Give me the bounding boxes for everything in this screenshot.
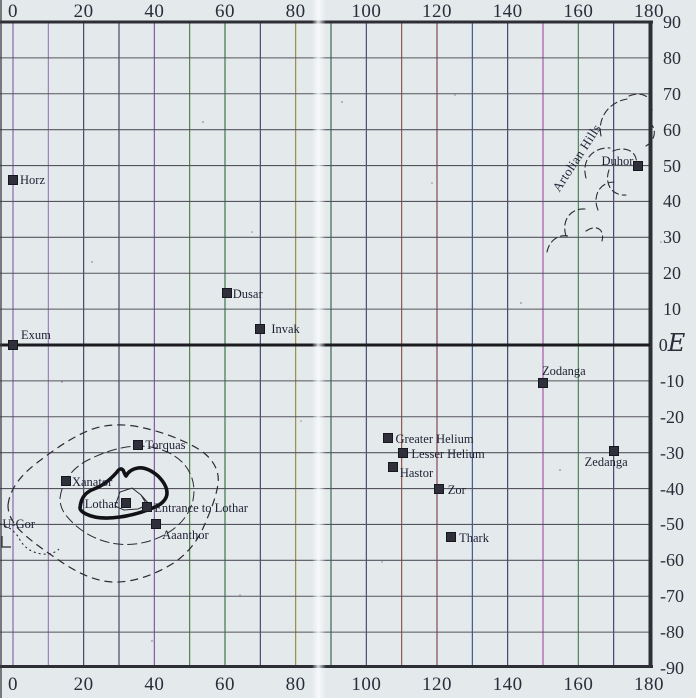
city-marker-icon — [152, 520, 160, 528]
right-tick-label: -10 — [660, 370, 684, 391]
right-tick-label: -90 — [660, 658, 684, 678]
right-tick-label: 50 — [663, 155, 681, 176]
city-label: Hastor — [399, 466, 434, 481]
bottom-tick-label: 60 — [214, 674, 235, 695]
city-marker-icon — [62, 477, 70, 485]
city-label: Zodanga — [541, 363, 586, 378]
top-tick-label: 160 — [563, 1, 594, 22]
city-marker-icon — [223, 289, 231, 297]
region-label-artolian-hills: Artolian Hills — [549, 121, 604, 195]
city-label: Entrance to Lothar — [154, 500, 248, 515]
city-label: Exum — [21, 328, 51, 342]
city-label: Thark — [459, 531, 489, 545]
city-marker-icon — [256, 325, 264, 333]
bottom-tick-label: 180 — [633, 674, 664, 695]
top-tick-label: 140 — [492, 1, 523, 22]
right-tick-label: 30 — [663, 227, 681, 248]
right-tick-label: 0E — [658, 329, 686, 357]
city-marker-icon — [9, 176, 17, 184]
right-tick-label: -80 — [660, 622, 684, 643]
city-marker-icon — [122, 499, 130, 507]
city-label: Aaanthor — [162, 528, 209, 543]
city-marker-icon — [610, 447, 618, 455]
city-label: Torquas — [145, 438, 186, 453]
city-label: Zedanga — [584, 454, 628, 469]
equator-symbol: E — [667, 329, 686, 357]
city-label: Duhor — [601, 153, 634, 168]
bottom-tick-label: 80 — [285, 674, 306, 695]
right-tick-label: -40 — [660, 478, 684, 499]
right-tick-label: 70 — [663, 83, 681, 104]
top-tick-label: 60 — [214, 1, 235, 22]
bottom-tick-label: 160 — [563, 674, 594, 695]
top-tick-label: 80 — [285, 1, 306, 22]
city-marker-icon — [384, 434, 392, 442]
bottom-tick-label: 100 — [351, 674, 382, 695]
top-tick-label: 40 — [144, 1, 165, 22]
right-tick-label: -60 — [660, 550, 684, 571]
city-label: Horz — [20, 172, 45, 187]
top-tick-label: 20 — [73, 1, 94, 22]
right-tick-label: -50 — [660, 514, 684, 535]
right-tick-label: 10 — [663, 299, 681, 320]
city-label: Xanator — [71, 475, 113, 490]
city-label: Dusar — [232, 286, 263, 301]
right-tick-label: -20 — [660, 406, 684, 427]
top-tick-label: 180 — [633, 1, 664, 22]
bottom-tick-label: 140 — [492, 674, 523, 695]
bottom-tick-label: 0 — [8, 674, 18, 695]
city-label: Invak — [271, 321, 300, 336]
city-label: Zor — [447, 482, 466, 497]
right-tick-label: 40 — [663, 191, 681, 212]
right-tick-label: 90 — [663, 11, 681, 32]
city-marker-icon — [435, 485, 443, 493]
city-marker-icon — [447, 533, 455, 541]
city-label: Lesser Helium — [411, 446, 485, 461]
right-tick-label: 20 — [663, 263, 681, 284]
top-tick-label: 100 — [351, 1, 382, 22]
bottom-tick-label: 40 — [144, 674, 165, 695]
city-label: Greater Helium — [395, 432, 474, 447]
top-tick-label: 0 — [8, 1, 18, 22]
bottom-tick-label: 20 — [73, 674, 94, 695]
right-tick-label: -30 — [660, 442, 684, 463]
city-marker-icon — [134, 441, 142, 449]
right-tick-label: -70 — [660, 586, 684, 607]
city-marker-icon — [9, 341, 17, 349]
city-label: Lothar — [84, 496, 119, 511]
city-marker-icon — [399, 449, 407, 457]
city-marker-icon — [143, 503, 151, 511]
bottom-tick-label: 120 — [421, 674, 452, 695]
right-tick-label: 60 — [663, 119, 681, 140]
top-tick-label: 120 — [421, 1, 452, 22]
city-marker-icon — [389, 463, 397, 471]
right-tick-label: 80 — [663, 47, 681, 68]
city-marker-icon — [634, 162, 642, 170]
city-marker-icon — [539, 379, 547, 387]
city-label: U-Gor — [2, 517, 36, 532]
